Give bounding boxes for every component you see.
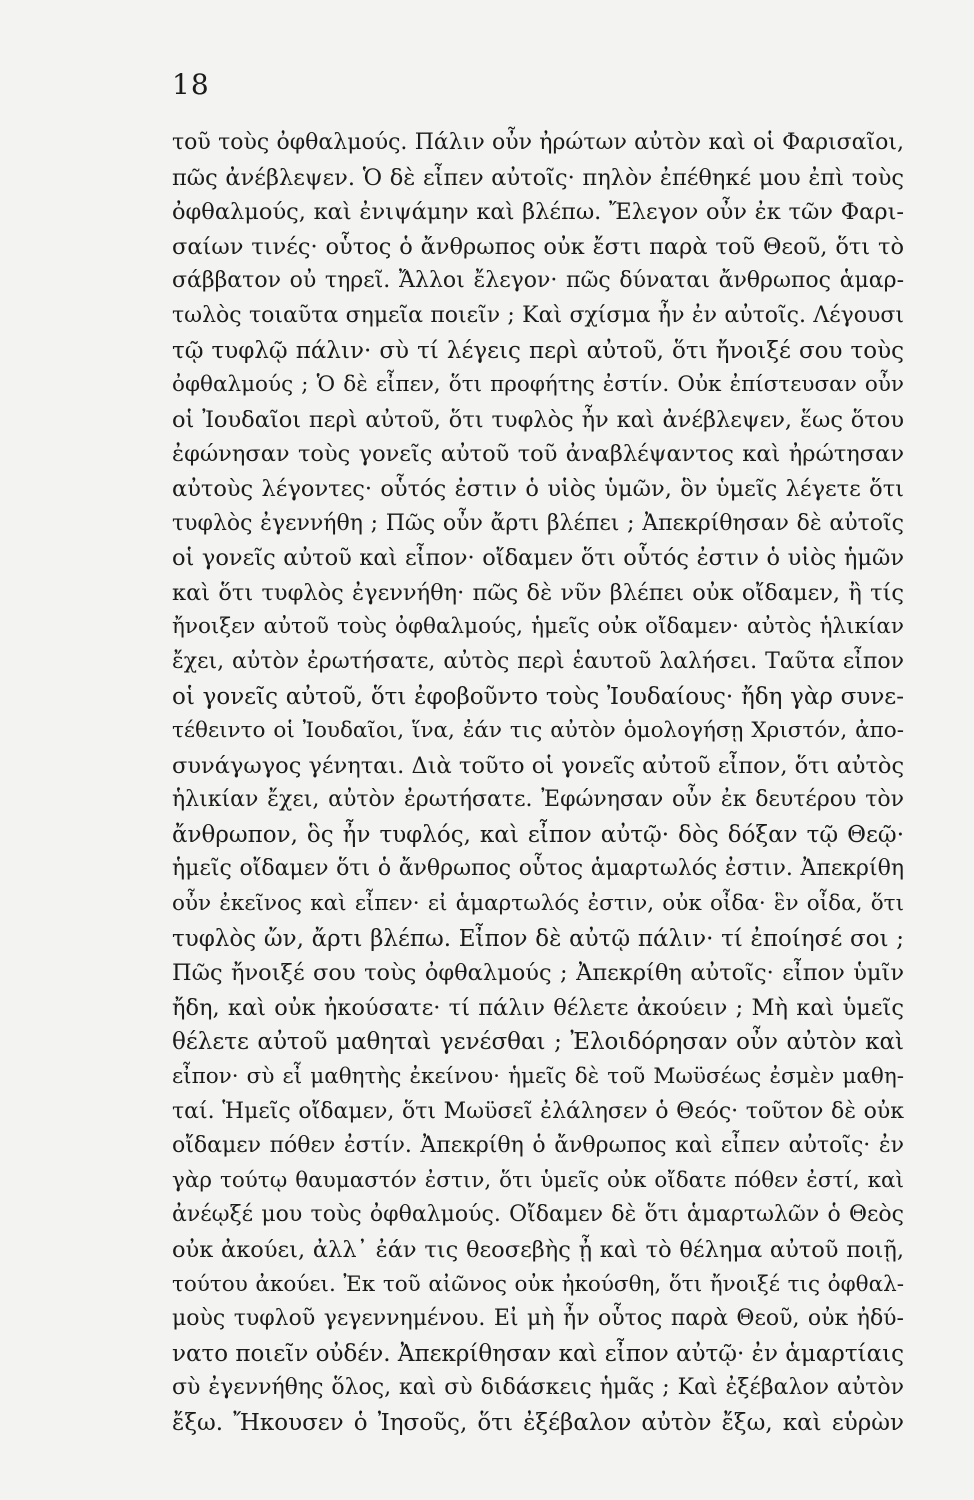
text-line: τωλὸς τοιαῦτα σημεῖα ποιεῖν ; Καὶ σχίσμα ἦν ἐν αὐτοῖς. Λέγουσι [172,302,904,328]
text-line: τυφλὸς ἐγεννήθη ; Πῶς οὖν ἄρτι βλέπει ; Ἀπεκρίθησαν δὲ αὐτοῖς [172,510,904,536]
text-line: τῷ τυφλῷ πάλιν· σὺ τί λέγεις περὶ αὐτοῦ, ὅτι ἤνοιξέ σου τοὺς [172,337,904,364]
text-line: οἱ γονεῖς αὐτοῦ καὶ εἶπον· οἴδαμεν ὅτι οὗτός ἐστιν ὁ υἱὸς ἡμῶν [172,545,904,572]
text-line: ταί. Ἡμεῖς οἴδαμεν, ὅτι Μωϋσεῖ ἐλάλησεν ὁ Θεός· τοῦτον δὲ οὐκ [172,1098,904,1124]
page-number: 18 [172,68,210,101]
text-line: νατο ποιεῖν οὐδέν. Ἀπεκρίθησαν καὶ εἶπον αὐτῷ· ἐν ἁμαρτίαις [172,1340,904,1367]
text-line: ἔξω. Ἤκουσεν ὁ Ἰησοῦς, ὅτι ἐξέβαλον αὐτὸν ἔξω, καὶ εὑρὼν [172,1409,904,1436]
text-line: ἡμεῖς οἴδαμεν ὅτι ὁ ἄνθρωπος οὗτος ἁμαρτωλός ἐστιν. Ἀπεκρίθη [172,856,904,882]
text-line: ὀφθαλμούς ; Ὁ δὲ εἶπεν, ὅτι προφήτης ἐστίν. Οὐκ ἐπίστευσαν οὖν [172,372,904,398]
text-line: ἄνθρωπον, ὃς ἦν τυφλός, καὶ εἶπον αὐτῷ· δὸς δόξαν τῷ Θεῷ· [172,821,904,848]
text-line: πῶς ἀνέβλεψεν. Ὁ δὲ εἶπεν αὐτοῖς· πηλὸν ἐπέθηκέ μου ἐπὶ τοὺς [172,164,904,191]
text-line: ἀνέῳξέ μου τοὺς ὀφθαλμούς. Οἴδαμεν δὲ ὅτι ἁμαρτωλῶν ὁ Θεὸς [172,1202,904,1228]
text-line: ὀφθαλμούς, καὶ ἐνιψάμην καὶ βλέπω. Ἔλεγον οὖν ἐκ τῶν Φαρι- [172,199,904,226]
body-text [172,126,904,1441]
text-line: τοῦ τοὺς ὀφθαλμούς. Πάλιν οὖν ἠρώτων αὐτὸν καὶ οἱ Φαρισαῖοι, [172,130,904,155]
text-line: οἱ γονεῖς αὐτοῦ, ὅτι ἐφοβοῦντο τοὺς Ἰουδαίους· ἤδη γὰρ συνε- [172,683,904,710]
text-line: οἱ Ἰουδαῖοι περὶ αὐτοῦ, ὅτι τυφλὸς ἦν καὶ ἀνέβλεψεν, ἕως ὅτου [172,406,904,433]
text-line: γὰρ τούτῳ θαυμαστόν ἐστιν, ὅτι ὑμεῖς οὐκ οἴδατε πόθεν ἐστί, καὶ [172,1167,904,1193]
text-line: οὖν ἐκεῖνος καὶ εἶπεν· εἰ ἁμαρτωλός ἐστιν, οὐκ οἶδα· ἓν οἶδα, ὅτι [172,891,904,917]
text-line: Πῶς ἤνοιξέ σου τοὺς ὀφθαλμούς ; Ἀπεκρίθη αὐτοῖς· εἶπον ὑμῖν [172,960,904,987]
text-line: ἐφώνησαν τοὺς γονεῖς αὐτοῦ τοῦ ἀναβλέψαντος καὶ ἠρώτησαν [172,441,904,468]
text-line: τέθειντο οἱ Ἰουδαῖοι, ἵνα, ἐάν τις αὐτὸν ὁμολογήσῃ Χριστόν, ἀπο- [172,718,904,744]
text-line: οἴδαμεν πόθεν ἐστίν. Ἀπεκρίθη ὁ ἄνθρωπος καὶ εἶπεν αὐτοῖς· ἐν [172,1133,904,1159]
text-line: ἤνοιξεν αὐτοῦ τοὺς ὀφθαλμούς, ἡμεῖς οὐκ οἴδαμεν· αὐτὸς ἡλικίαν [172,614,904,640]
text-line: σαίων τινές· οὗτος ὁ ἄνθρωπος οὐκ ἔστι παρὰ τοῦ Θεοῦ, ὅτι τὸ [172,233,904,260]
text-line: αὐτοὺς λέγοντες· οὗτός ἐστιν ὁ υἱὸς ὑμῶν, ὃν ὑμεῖς λέγετε ὅτι [172,475,904,502]
text-line: θέλετε αὐτοῦ μαθηταὶ γενέσθαι ; Ἐλοιδόρησαν οὖν αὐτὸν καὶ [172,1029,904,1056]
text-line: καὶ ὅτι τυφλὸς ἐγεννήθη· πῶς δὲ νῦν βλέπει οὐκ οἴδαμεν, ἢ τίς [172,579,904,606]
text-line: ἤδη, καὶ οὐκ ἠκούσατε· τί πάλιν θέλετε ἀκούειν ; Μὴ καὶ ὑμεῖς [172,994,904,1021]
text-line: τούτου ἀκούει. Ἐκ τοῦ αἰῶνος οὐκ ἠκούσθη, ὅτι ἤνοιξέ τις ὀφθαλ- [172,1271,904,1297]
text-line: τυφλὸς ὤν, ἄρτι βλέπω. Εἶπον δὲ αὐτῷ πάλιν· τί ἐποίησέ σοι ; [172,925,904,952]
text-line: οὐκ ἀκούει, ἀλλ᾽ ἐάν τις θεοσεβὴς ᾖ καὶ τὸ θέλημα αὐτοῦ ποιῇ, [172,1237,904,1263]
text-line: ἡλικίαν ἔχει, αὐτὸν ἐρωτήσατε. Ἐφώνησαν οὖν ἐκ δευτέρου τὸν [172,787,904,813]
text-line: εἶπον· σὺ εἶ μαθητὴς ἐκείνου· ἡμεῖς δὲ τοῦ Μωϋσέως ἐσμὲν μαθη- [172,1064,904,1090]
text-line: σὺ ἐγεννήθης ὅλος, καὶ σὺ διδάσκεις ἡμᾶς ; Καὶ ἐξέβαλον αὐτὸν [172,1375,904,1401]
text-line: συνάγωγος γένηται. Διὰ τοῦτο οἱ γονεῖς αὐτοῦ εἶπον, ὅτι αὐτὸς [172,752,905,779]
text-line: μοὺς τυφλοῦ γεγεννημένου. Εἰ μὴ ἦν οὗτος παρὰ Θεοῦ, οὐκ ἠδύ- [172,1306,904,1332]
text-line: σάββατον οὐ τηρεῖ. Ἄλλοι ἔλεγον· πῶς δύναται ἄνθρωπος ἁμαρ- [172,268,904,294]
text-line: ἔχει, αὐτὸν ἐρωτήσατε, αὐτὸς περὶ ἑαυτοῦ λαλήσει. Ταῦτα εἶπον [172,648,904,674]
